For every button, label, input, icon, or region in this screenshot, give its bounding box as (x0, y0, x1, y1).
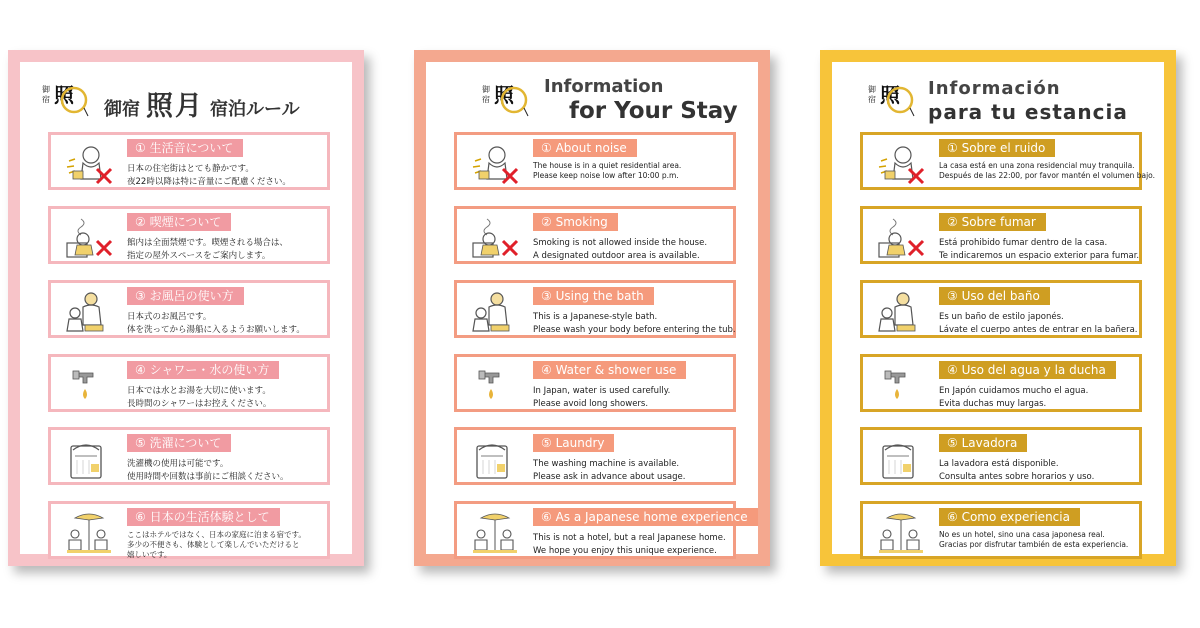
rule-description: 日本式のお風呂です。 体を洗ってから湯船に入るようお願いします。 (127, 312, 305, 335)
rule-label: ③ Uso del baño (939, 287, 1050, 305)
rule-label: ② Sobre fumar (939, 213, 1046, 231)
rule-description: This is not a hotel, but a real Japanese home. We hope you enjoy this unique experience. (533, 533, 726, 556)
bath-icon (467, 289, 523, 335)
rule-description: Está prohibido fumar dentro de la casa. Te indicaremos un espacio exterior para fumar. (939, 238, 1140, 261)
home-experience-icon (873, 510, 929, 556)
no-smoking-icon (467, 215, 523, 261)
rule-label: ① 生活音について (127, 139, 243, 157)
rule-laundry (454, 427, 736, 485)
title-prefix: 御宿 (104, 99, 140, 120)
rule-bath (454, 280, 736, 338)
rule-description: No es un hotel, sino una casa japonesa real. Gracias por disfrutar también de esta experiencia. (939, 530, 1129, 549)
terutsuki-logo-icon (866, 72, 916, 120)
rule-label: ⑥ Como experiencia (939, 508, 1080, 526)
rule-label: ④ Uso del agua y la ducha (939, 361, 1116, 379)
washing-machine-icon (873, 436, 929, 482)
title-name: 照月 (146, 91, 204, 122)
rule-noise (454, 132, 736, 190)
title-line-2: for Your Stay (569, 98, 738, 124)
rule-smoking (860, 206, 1142, 264)
rule-smoking (48, 206, 330, 264)
rule-description: ここはホテルではなく、日本の家庭に泊まる宿です。 多少の不便さも、体験として楽しんでいただけると 嬉しいです。 (127, 530, 306, 559)
poster-sheet (832, 62, 1164, 554)
rule-bath (48, 280, 330, 338)
rule-description: En Japón cuidamos mucho el agua. Evita duchas muy largas. (939, 386, 1089, 409)
rule-label: ② Smoking (533, 213, 618, 231)
rule-description: 日本の住宅街はとても静かです。 夜22時以降は特に音量にご配慮ください。 (127, 164, 291, 187)
terutsuki-logo-icon (40, 72, 90, 120)
rule-label: ② 喫煙について (127, 213, 231, 231)
rule-label: ⑥ As a Japanese home experience (533, 508, 758, 526)
rule-description: The washing machine is available. Please ask in advance about usage. (533, 459, 686, 482)
rule-label: ① Sobre el ruido (939, 139, 1055, 157)
bath-icon (61, 289, 117, 335)
rule-label: ⑤ Laundry (533, 434, 614, 452)
rule-label: ④ シャワー・水の使い方 (127, 361, 279, 379)
poster-japanese (8, 50, 364, 566)
faucet-icon (873, 363, 929, 409)
rule-description: The house is in a quiet residential area. Please keep noise low after 10:00 p.m. (533, 161, 682, 180)
rule-description: Smoking is not allowed inside the house. A designated outdoor area is available. (533, 238, 708, 261)
home-experience-icon (467, 510, 523, 556)
poster-english (414, 50, 770, 566)
rule-smoking (454, 206, 736, 264)
no-smoking-icon (873, 215, 929, 261)
rule-description: In Japan, water is used carefully. Please avoid long showers. (533, 386, 671, 409)
poster-header (426, 62, 758, 126)
noise-no-icon (467, 141, 523, 187)
rule-laundry (860, 427, 1142, 485)
washing-machine-icon (61, 436, 117, 482)
rule-bath (860, 280, 1142, 338)
rule-experience (48, 501, 330, 559)
rule-description: This is a Japanese-style bath. Please wash your body before entering the tub. (533, 312, 736, 335)
noise-no-icon (61, 141, 117, 187)
noise-no-icon (873, 141, 929, 187)
rule-label: ⑤ 洗濯について (127, 434, 231, 452)
rule-description: 館内は全面禁煙です。喫煙される場合は、 指定の屋外スペースをご案内します。 (127, 238, 288, 261)
rule-description: 洗濯機の使用は可能です。 使用時間や回数は事前にご相談ください。 (127, 459, 289, 482)
rule-noise (48, 132, 330, 190)
title-line-1: Información (928, 78, 1061, 99)
rule-description: La lavadora está disponible. Consulta antes sobre horarios y uso. (939, 459, 1095, 482)
rule-label: ⑥ 日本の生活体験として (127, 508, 280, 526)
faucet-icon (467, 363, 523, 409)
title-line-2: para tu estancia (928, 100, 1128, 124)
rule-label: ⑤ Lavadora (939, 434, 1027, 452)
rule-water (860, 354, 1142, 412)
rule-label: ④ Water & shower use (533, 361, 686, 379)
poster-sheet (20, 62, 352, 559)
rule-description: La casa está en una zona residencial muy tranquila. Después de las 22:00, por favor mantén el volumen bajo. (939, 161, 1156, 180)
poster-header (20, 62, 352, 126)
washing-machine-icon (467, 436, 523, 482)
bath-icon (873, 289, 929, 335)
rule-water (48, 354, 330, 412)
rule-noise (860, 132, 1156, 190)
faucet-icon (61, 363, 117, 409)
poster-spanish (820, 50, 1176, 566)
title-suffix: 宿泊ルール (210, 99, 300, 120)
rule-experience (860, 501, 1142, 559)
rule-laundry (48, 427, 330, 485)
terutsuki-logo-icon (480, 72, 530, 120)
poster-title (104, 84, 300, 123)
no-smoking-icon (61, 215, 117, 261)
rule-water (454, 354, 736, 412)
rule-description: 日本では水とお湯を大切に使います。 長時間のシャワーはお控えください。 (127, 386, 272, 409)
title-line-1: Information (544, 76, 664, 97)
rule-experience (454, 501, 748, 559)
poster-header (832, 62, 1164, 126)
rule-description: Es un baño de estilo japonés. Lávate el cuerpo antes de entrar en la bañera. (939, 312, 1138, 335)
rule-label: ③ Using the bath (533, 287, 654, 305)
rule-label: ① About noise (533, 139, 637, 157)
poster-sheet (426, 62, 758, 554)
rule-label: ③ お風呂の使い方 (127, 287, 244, 305)
home-experience-icon (61, 510, 117, 556)
